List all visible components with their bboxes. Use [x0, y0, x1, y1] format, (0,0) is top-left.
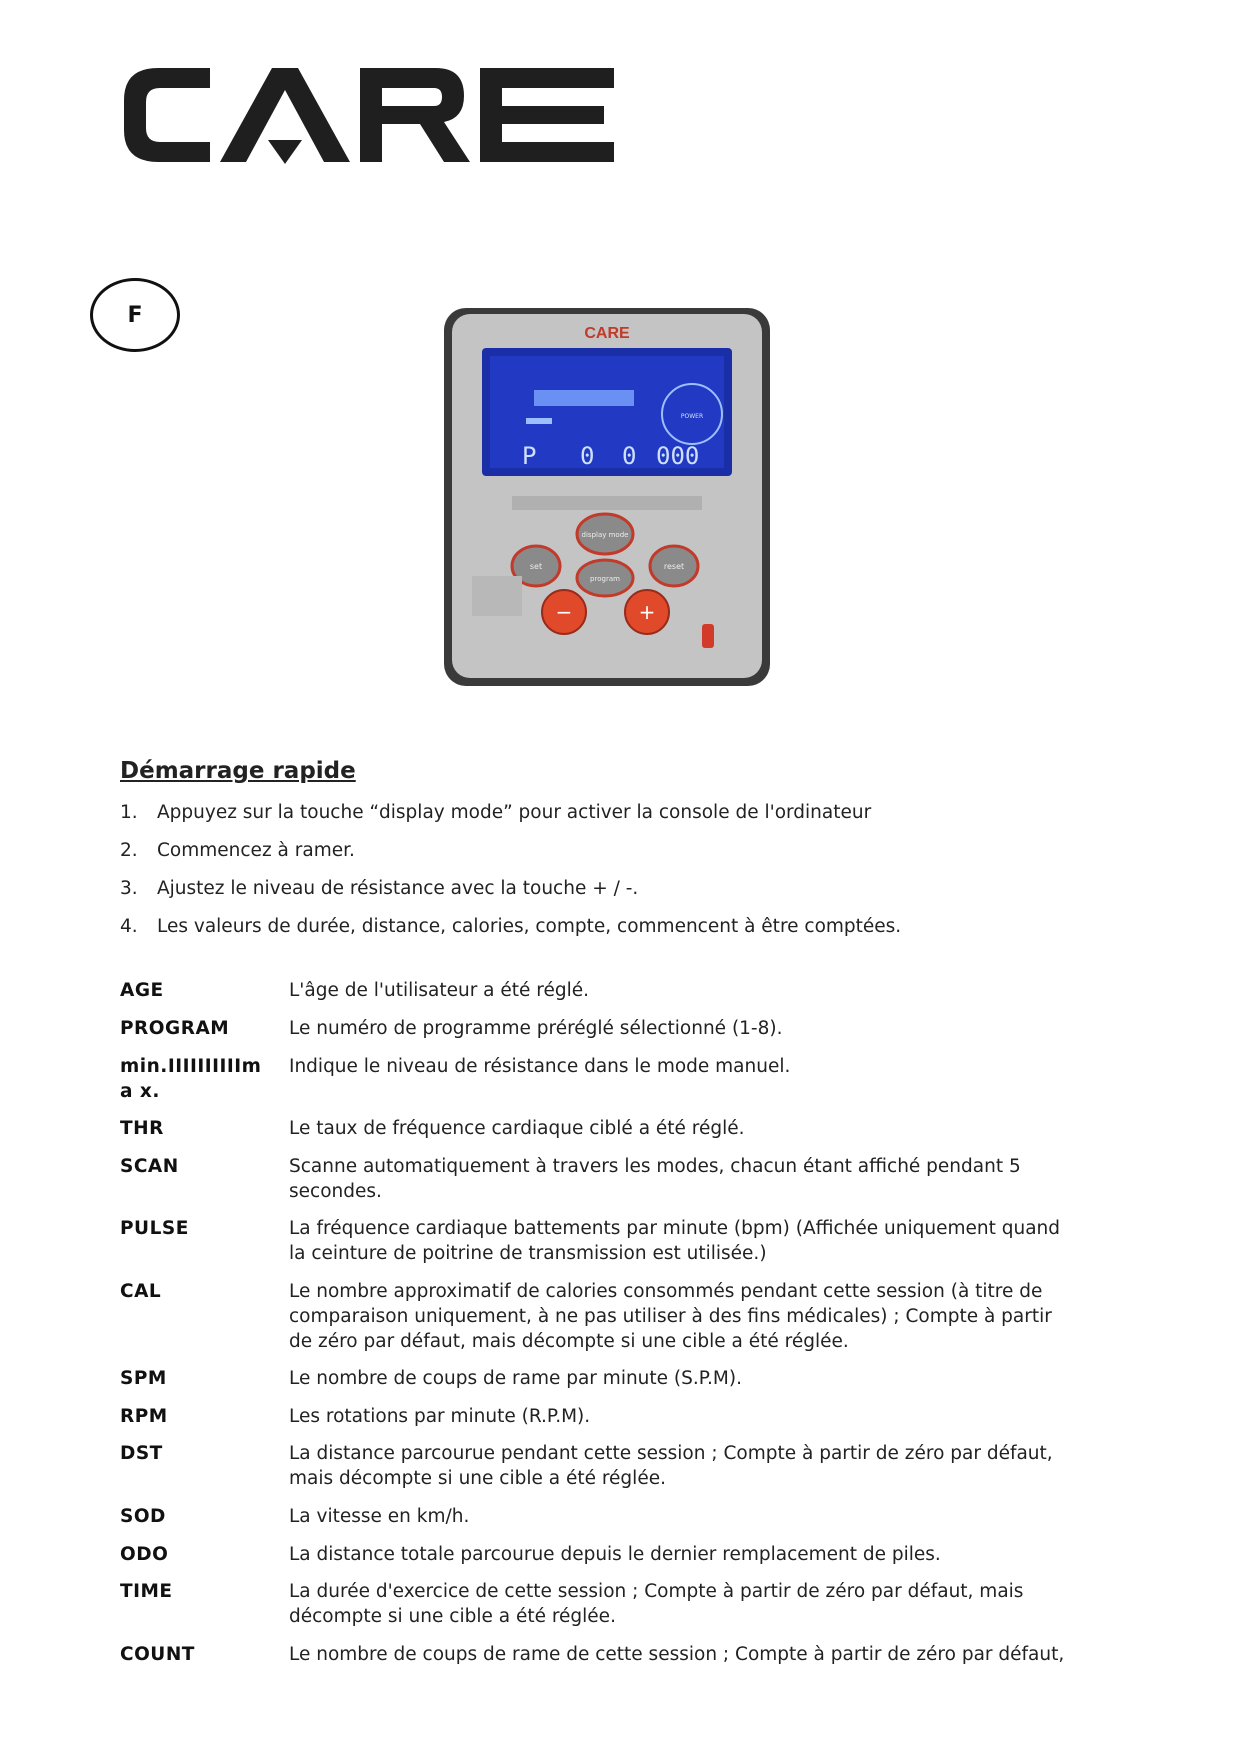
definition-desc: La distance parcourue pendant cette session ; Compte à partir de zéro par défaut, mais décompte si une cible a été réglée.	[289, 1443, 1053, 1489]
step-text: Les valeurs de durée, distance, calories, compte, commencent à être comptées.	[157, 916, 902, 937]
step-text: Appuyez sur la touche “display mode” pour activer la console de l'ordinateur	[157, 802, 872, 823]
console-indicator	[702, 624, 714, 648]
definition-term: CAL	[120, 1281, 162, 1302]
definition-row	[120, 1504, 1080, 1542]
brand-logo	[118, 60, 626, 170]
definition-row	[120, 1441, 1080, 1504]
definition-desc: Scanne automatiquement à travers les modes, chacun étant affiché pendant 5 secondes.	[289, 1156, 1021, 1202]
definition-desc: Le nombre approximatif de calories consommés pendant cette session (à titre de comparaison uniquement, à ne pas utiliser à des fins médicales) ; Compte à partir de zéro par défaut, mais décompte si une cible a été réglée.	[289, 1281, 1052, 1352]
definition-row	[120, 1116, 1080, 1154]
list-item: 1. Appuyez sur la touche “display mode” pour activer la console de l'ordinateur	[120, 800, 1080, 838]
definition-term: AGE	[120, 980, 164, 1001]
language-badge	[90, 278, 180, 352]
definition-desc: Indique le niveau de résistance dans le mode manuel.	[289, 1056, 791, 1077]
definition-row	[120, 1542, 1080, 1579]
lcd-program: P	[522, 442, 537, 470]
console-logo: CARE	[584, 325, 630, 342]
definition-desc: Le numéro de programme préréglé sélectionné (1-8).	[289, 1018, 783, 1039]
display-mode-label: display mode	[581, 531, 629, 539]
language-badge-label: F	[127, 302, 143, 328]
definition-row	[120, 978, 1080, 1016]
set-label: set	[529, 562, 543, 571]
lcd-value-3: 000	[656, 442, 700, 470]
definition-term: COUNT	[120, 1644, 195, 1665]
definition-desc: La durée d'exercice de cette session ; Compte à partir de zéro par défaut, mais décompte si une cible a été réglée.	[289, 1581, 1024, 1627]
definition-row	[120, 1404, 1080, 1441]
definition-term: DST	[120, 1443, 163, 1464]
definition-row	[120, 1216, 1080, 1279]
reset-label: reset	[663, 562, 685, 571]
plus-label: +	[638, 600, 656, 624]
console-image	[442, 306, 772, 688]
brand-logo-text: CARE	[118, 60, 121, 61]
definition-term: SCAN	[120, 1156, 179, 1177]
definition-term: TIME	[120, 1581, 173, 1602]
definition-row	[120, 1054, 1080, 1116]
definition-term: PULSE	[120, 1218, 189, 1239]
definition-desc: Le taux de fréquence cardiaque ciblé a été réglé.	[289, 1118, 745, 1139]
definitions-list	[120, 978, 1080, 1680]
list-item: 4. Les valeurs de durée, distance, calories, compte, commencent à être comptées.	[120, 914, 1080, 952]
section-title: Démarrage rapide	[120, 758, 356, 784]
definition-term: RPM	[120, 1406, 168, 1427]
definition-term: SOD	[120, 1506, 166, 1527]
definition-desc: La distance totale parcourue depuis le dernier remplacement de piles.	[289, 1544, 941, 1565]
definition-desc: Les rotations par minute (R.P.M).	[289, 1406, 591, 1427]
list-item: 3. Ajustez le niveau de résistance avec la touche + / -.	[120, 876, 1080, 914]
definition-desc: Le nombre de coups de rame par minute (S.P.M).	[289, 1368, 742, 1389]
list-item: 2. Commencez à ramer.	[120, 838, 1080, 876]
definition-term: ODO	[120, 1544, 169, 1565]
definition-desc: La vitesse en km/h.	[289, 1506, 470, 1527]
definition-row	[120, 1366, 1080, 1404]
definition-row	[120, 1279, 1080, 1366]
minus-label: −	[555, 600, 573, 624]
program-label: program	[590, 575, 620, 583]
definition-row	[120, 1016, 1080, 1054]
lcd-gauge-label: POWER	[680, 413, 704, 420]
definition-desc: Le nombre de coups de rame de cette session ; Compte à partir de zéro par défaut,	[289, 1644, 1065, 1665]
lcd-value-2: 0	[622, 442, 637, 470]
definition-term: PROGRAM	[120, 1018, 230, 1039]
step-text: Ajustez le niveau de résistance avec la touche + / -.	[157, 878, 639, 899]
definition-desc: La fréquence cardiaque battements par minute (bpm) (Affichée uniquement quand la ceinture de poitrine de transmission est utilisée.)	[289, 1218, 1061, 1264]
steps-list	[120, 800, 1080, 952]
definition-term: min.IIIIIIIIIIma x.	[120, 1056, 262, 1102]
definition-row	[120, 1642, 1080, 1680]
lcd-value-1: 0	[580, 442, 595, 470]
definition-desc: L'âge de l'utilisateur a été réglé.	[289, 980, 590, 1001]
step-text: Commencez à ramer.	[157, 840, 355, 861]
definition-row	[120, 1579, 1080, 1642]
definition-term: THR	[120, 1118, 164, 1139]
definition-row	[120, 1154, 1080, 1216]
definition-term: SPM	[120, 1368, 167, 1389]
